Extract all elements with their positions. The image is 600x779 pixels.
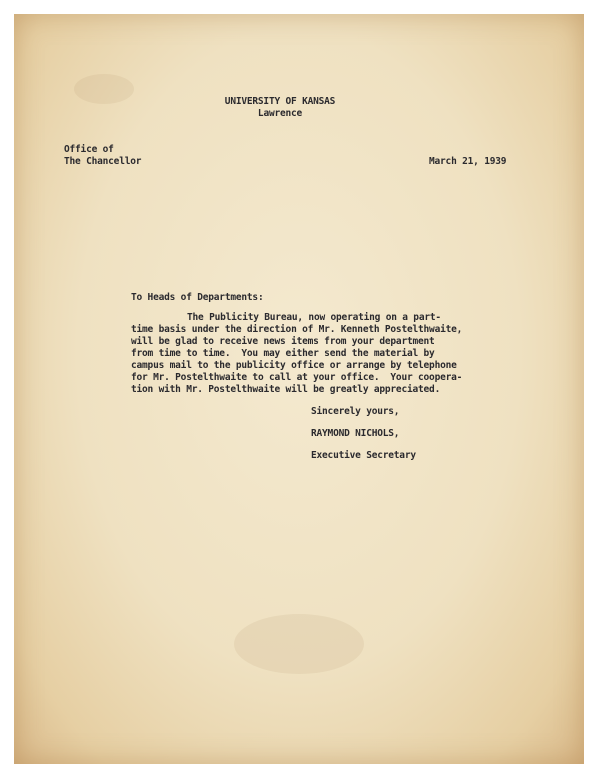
- letterhead-institution: UNIVERSITY OF KANSAS: [224, 96, 336, 107]
- salutation: To Heads of Departments:: [131, 292, 264, 303]
- body-line: tion with Mr. Postelthwaite will be greatly appreciated.: [131, 384, 441, 395]
- body-line: for Mr. Postelthwaite to call at your office. Your coopera-: [131, 372, 463, 383]
- paper-stain: [74, 74, 134, 104]
- paper-stain: [234, 614, 364, 674]
- letter-page: [14, 14, 584, 764]
- office-line-2: The Chancellor: [64, 156, 142, 167]
- signer-title: Executive Secretary: [311, 450, 416, 461]
- office-line-1: Office of: [64, 144, 114, 155]
- closing: Sincerely yours,: [311, 406, 400, 417]
- body-line: campus mail to the publicity office or arrange by telephone: [131, 360, 457, 371]
- body-line: from time to time. You may either send the material by: [131, 348, 435, 359]
- body-line: time basis under the direction of Mr. Kenneth Postelthwaite,: [131, 324, 463, 335]
- letter-date: March 21, 1939: [429, 156, 507, 167]
- body-line: The Publicity Bureau, now operating on a part-: [187, 312, 441, 323]
- body-line: will be glad to receive news items from your department: [131, 336, 435, 347]
- signer-name: RAYMOND NICHOLS,: [311, 428, 400, 439]
- letterhead-city: Lawrence: [257, 108, 303, 119]
